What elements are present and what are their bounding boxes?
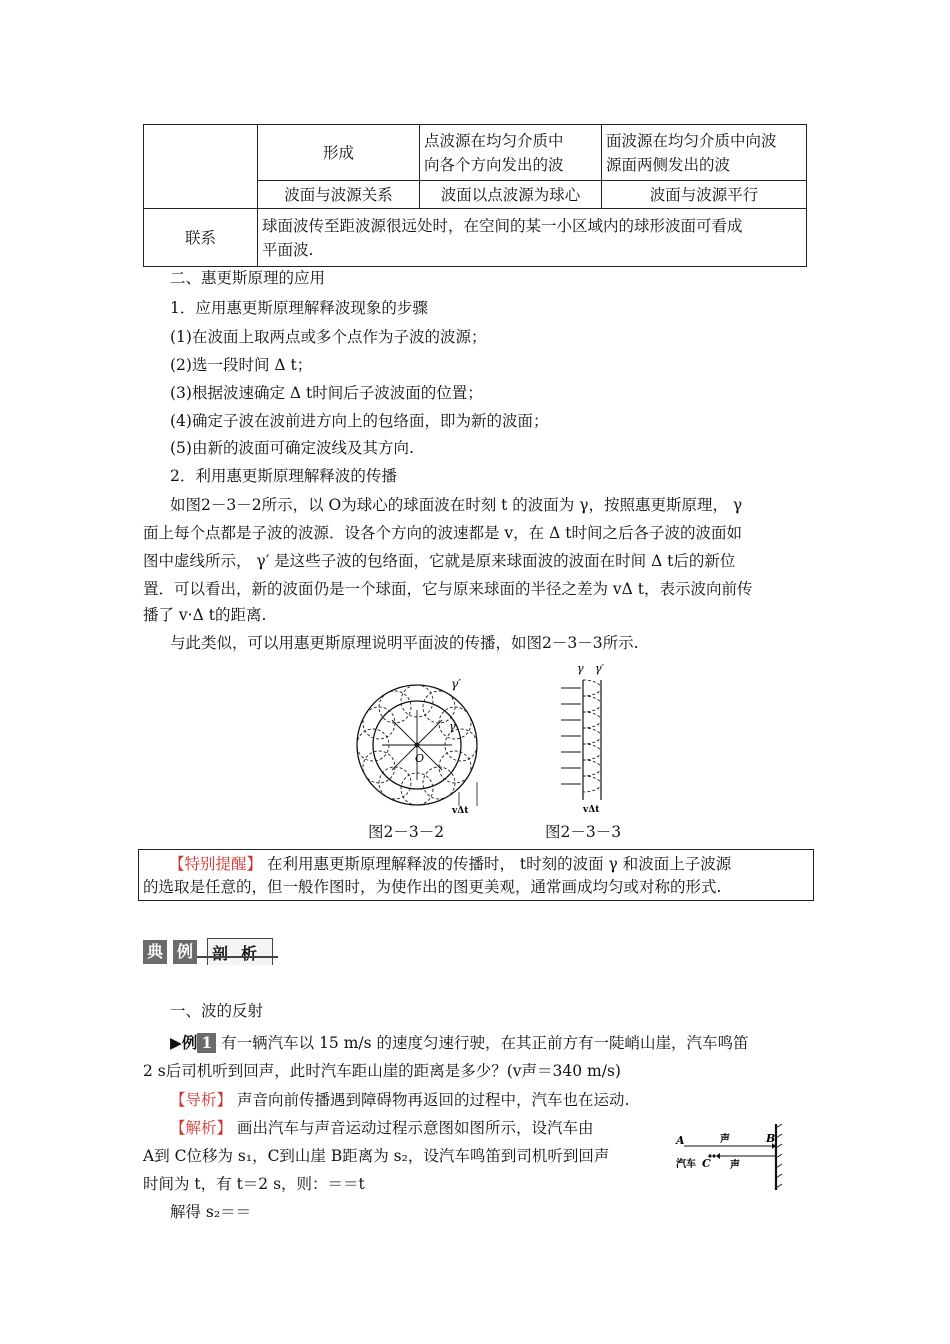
car-echo-figure: [672, 1122, 787, 1192]
paragraph-line: 置．可以看出，新的波面仍是一个球面，它与原来球面的半径之差为 vΔ t，表示波向前传: [143, 580, 753, 598]
analysis-line: [170, 1118, 593, 1138]
banner-char: 例: [173, 940, 197, 964]
analysis-line: 时间为 t，有 t＝2 s，则：＝＝t: [143, 1175, 365, 1193]
step-item: (1)在波面上取两点或多个点作为子波的波源；: [170, 328, 487, 346]
table-cell-line: 点波源在均匀介质中: [424, 131, 564, 150]
label-sound: 声: [730, 1160, 740, 1171]
table-cell: 波面与波源平行: [602, 181, 807, 209]
spherical-wave-figure: [355, 670, 490, 815]
step-item: (2)选一段时间 Δ t；: [170, 356, 313, 374]
example-line: [170, 1033, 749, 1053]
table-cell: [258, 209, 807, 267]
secondary-wavelets: [583, 680, 601, 792]
analysis-line: A到 C位移为 s₁，C到山崖 B距离为 s₂，设汽车鸣笛到司机听到回声: [143, 1147, 610, 1165]
table-cell-line: 平面波.: [262, 240, 314, 259]
label-b: B: [766, 1132, 776, 1145]
plane-wave-figure: [555, 660, 625, 820]
banner-char: 析: [241, 944, 258, 963]
analysis-line: 解得 s₂＝＝: [170, 1203, 252, 1221]
label-vdt: vΔt: [452, 806, 469, 815]
label-gamma: γ: [577, 662, 584, 675]
guide-tag: 【导析】: [170, 1091, 233, 1109]
table-cell: 波面以点波源为球心: [420, 181, 602, 209]
reminder-text: 的选取是任意的，但一般作图时，为使作出的图更美观，通常画成均匀或对称的形式.: [143, 878, 722, 896]
banner-char: 剖: [212, 944, 229, 963]
incoming-arrows: [561, 688, 581, 784]
section-heading: 二、惠更斯原理的应用: [170, 269, 326, 287]
label-a: A: [676, 1134, 685, 1147]
label-c: C: [702, 1157, 711, 1170]
label-sound: 声: [720, 1134, 730, 1145]
banner-char: 典: [143, 940, 167, 964]
label-gamma-prime: γ′: [595, 662, 605, 675]
step-item: (3)根据波速确定 Δ t时间后子波波面的位置；: [170, 384, 483, 402]
center-point: [415, 743, 420, 748]
table-empty-cell: [144, 125, 258, 209]
label-gamma-prime: γ′: [451, 677, 461, 691]
table-cell-line: 球面波传至距波源很远处时，在空间的某一小区域内的球形波面可看成: [262, 216, 743, 235]
section-heading: 一、波的反射: [170, 1002, 264, 1020]
table-row-label: 波面与波源关系: [258, 181, 420, 209]
paragraph-line: 如图2－3－2所示，以 O为球心的球面波在时刻 t 的波面为 γ，按照惠更斯原理， γ: [170, 496, 743, 514]
section-banner: [143, 938, 278, 968]
special-reminder-box: [138, 849, 814, 901]
label-vdt: vΔt: [583, 805, 600, 815]
analysis-text: 画出汽车与声音运动过程示意图如图所示，设汽车由: [232, 1119, 594, 1137]
subsection-heading: 1．应用惠更斯原理解释波现象的步骤: [170, 299, 428, 317]
subsection-heading: 2．利用惠更斯原理解释波的传播: [170, 467, 397, 485]
table-cell-line: 向各个方向发出的波: [424, 155, 564, 174]
table-row-label: 联系: [144, 209, 258, 267]
table-cell-line: 源面两侧发出的波: [606, 155, 731, 174]
guide-line: [170, 1090, 629, 1110]
comparison-table: [143, 124, 807, 267]
figure-caption: 图2－3－3: [545, 823, 622, 841]
figure-caption: 图2－3－2: [368, 823, 445, 841]
step-item: (5)由新的波面可确定波线及其方向.: [170, 439, 414, 457]
guide-text: 声音向前传播遇到障碍物再返回的过程中，汽车也在运动.: [232, 1091, 630, 1109]
table-row-label: 形成: [258, 125, 420, 181]
reminder-text: 在利用惠更斯原理解释波的传播时， t时刻的波面 γ 和波面上子波源: [262, 855, 732, 873]
example-text: 有一辆汽车以 15 m/s 的速度匀速行驶，在其正前方有一陡峭山崖，汽车鸣笛: [216, 1034, 749, 1052]
label-gamma: γ: [449, 720, 456, 733]
reminder-tag: 【特别提醒】: [169, 855, 263, 873]
table-cell: [420, 125, 602, 181]
table-cell-line: 面波源在均匀介质中向波: [606, 131, 777, 150]
example-line: 2 s后司机听到回声，此时汽车距山崖的距离是多少？(v声＝340 m/s): [143, 1062, 621, 1080]
paragraph-line: 与此类似，可以用惠更斯原理说明平面波的传播，如图2－3－3所示.: [170, 634, 639, 652]
paragraph-line: 面上每个点都是子波的波源．设各个方向的波速都是 v，在 Δ t时间之后各子波的波面如: [143, 524, 742, 542]
label-car: 汽车: [676, 1159, 696, 1170]
step-item: (4)确定子波在波前进方向上的包络面，即为新的波面；: [170, 412, 549, 430]
table-cell: [602, 125, 807, 181]
analysis-tag: 【解析】: [170, 1119, 233, 1137]
paragraph-line: 图中虚线所示， γ′ 是这些子波的包络面，它就是原来球面波的波面在时间 Δ t后的新位: [143, 552, 736, 570]
example-number: 1: [197, 1033, 216, 1053]
label-o: O: [415, 752, 425, 765]
example-marker: ▶例: [170, 1033, 198, 1052]
paragraph-line: 播了 v·Δ t的距离.: [143, 606, 267, 624]
